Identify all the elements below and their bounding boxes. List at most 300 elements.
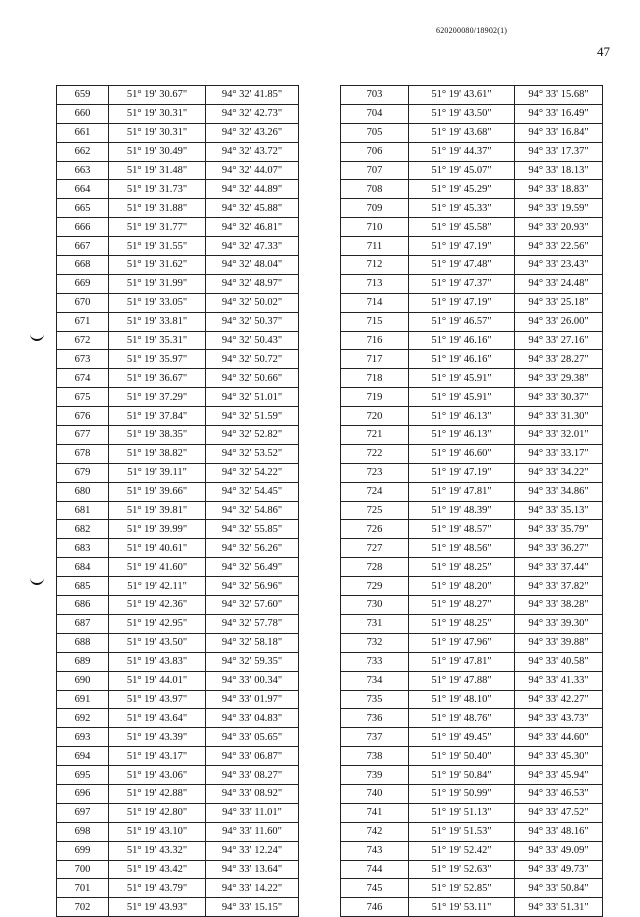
table-row <box>57 86 299 105</box>
latitude-cell: 51° 19' 42.88" <box>109 784 206 803</box>
latitude-cell: 51° 19' 31.55" <box>109 237 206 256</box>
longitude-cell: 94° 32' 55.85" <box>206 520 299 539</box>
longitude-cell: 94° 33' 49.09" <box>515 841 603 860</box>
table-row <box>57 274 299 293</box>
point-number-cell: 717 <box>341 350 409 369</box>
table-row <box>57 766 299 785</box>
table-row <box>341 501 603 520</box>
latitude-cell: 51° 19' 48.56" <box>409 539 515 558</box>
latitude-cell: 51° 19' 31.62" <box>109 256 206 275</box>
longitude-cell: 94° 32' 53.52" <box>206 444 299 463</box>
coordinates-table-left <box>56 85 299 917</box>
table-row <box>341 407 603 426</box>
table-row <box>57 898 299 917</box>
table-row <box>341 577 603 596</box>
latitude-cell: 51° 19' 48.39" <box>409 501 515 520</box>
point-number-cell: 744 <box>341 860 409 879</box>
table-row <box>341 614 603 633</box>
longitude-cell: 94° 32' 52.82" <box>206 426 299 445</box>
longitude-cell: 94° 33' 18.83" <box>515 180 603 199</box>
point-number-cell: 733 <box>341 652 409 671</box>
table-row <box>57 860 299 879</box>
longitude-cell: 94° 33' 37.82" <box>515 577 603 596</box>
table-row <box>341 520 603 539</box>
coordinates-table-right <box>340 85 603 917</box>
table-row <box>341 803 603 822</box>
longitude-cell: 94° 33' 45.94" <box>515 766 603 785</box>
point-number-cell: 689 <box>57 652 109 671</box>
table-row <box>57 388 299 407</box>
latitude-cell: 51° 19' 50.99" <box>409 784 515 803</box>
table-row <box>57 520 299 539</box>
longitude-cell: 94° 32' 50.43" <box>206 331 299 350</box>
table-row <box>57 539 299 558</box>
latitude-cell: 51° 19' 30.31" <box>109 123 206 142</box>
table-row <box>57 218 299 237</box>
longitude-cell: 94° 32' 45.88" <box>206 199 299 218</box>
point-number-cell: 665 <box>57 199 109 218</box>
latitude-cell: 51° 19' 48.57" <box>409 520 515 539</box>
point-number-cell: 701 <box>57 879 109 898</box>
table-row <box>341 784 603 803</box>
point-number-cell: 728 <box>341 558 409 577</box>
table-row <box>341 161 603 180</box>
latitude-cell: 51° 19' 30.67" <box>109 86 206 105</box>
point-number-cell: 719 <box>341 388 409 407</box>
latitude-cell: 51° 19' 31.88" <box>109 199 206 218</box>
longitude-cell: 94° 33' 39.30" <box>515 614 603 633</box>
longitude-cell: 94° 33' 06.87" <box>206 747 299 766</box>
point-number-cell: 697 <box>57 803 109 822</box>
longitude-cell: 94° 33' 44.60" <box>515 728 603 747</box>
longitude-cell: 94° 32' 54.22" <box>206 463 299 482</box>
latitude-cell: 51° 19' 47.48" <box>409 256 515 275</box>
longitude-cell: 94° 33' 24.48" <box>515 274 603 293</box>
point-number-cell: 673 <box>57 350 109 369</box>
latitude-cell: 51° 19' 39.11" <box>109 463 206 482</box>
longitude-cell: 94° 33' 05.65" <box>206 728 299 747</box>
latitude-cell: 51° 19' 42.95" <box>109 614 206 633</box>
point-number-cell: 684 <box>57 558 109 577</box>
latitude-cell: 51° 19' 43.83" <box>109 652 206 671</box>
latitude-cell: 51° 19' 48.27" <box>409 596 515 615</box>
longitude-cell: 94° 33' 11.01" <box>206 803 299 822</box>
latitude-cell: 51° 19' 48.10" <box>409 690 515 709</box>
table-row <box>57 142 299 161</box>
latitude-cell: 51° 19' 43.32" <box>109 841 206 860</box>
table-row <box>341 350 603 369</box>
table-row <box>57 671 299 690</box>
table-row <box>57 369 299 388</box>
point-number-cell: 696 <box>57 784 109 803</box>
latitude-cell: 51° 19' 42.80" <box>109 803 206 822</box>
point-number-cell: 746 <box>341 898 409 917</box>
point-number-cell: 721 <box>341 426 409 445</box>
latitude-cell: 51° 19' 47.81" <box>409 652 515 671</box>
latitude-cell: 51° 19' 53.11" <box>409 898 515 917</box>
table-row <box>57 728 299 747</box>
longitude-cell: 94° 32' 48.97" <box>206 274 299 293</box>
table-row <box>341 596 603 615</box>
latitude-cell: 51° 19' 47.19" <box>409 237 515 256</box>
latitude-cell: 51° 19' 45.91" <box>409 369 515 388</box>
longitude-cell: 94° 33' 39.88" <box>515 633 603 652</box>
point-number-cell: 683 <box>57 539 109 558</box>
longitude-cell: 94° 33' 25.18" <box>515 293 603 312</box>
point-number-cell: 666 <box>57 218 109 237</box>
point-number-cell: 660 <box>57 104 109 123</box>
longitude-cell: 94° 33' 35.13" <box>515 501 603 520</box>
longitude-cell: 94° 32' 50.02" <box>206 293 299 312</box>
table-row <box>341 426 603 445</box>
latitude-cell: 51° 19' 46.13" <box>409 426 515 445</box>
table-row <box>57 652 299 671</box>
longitude-cell: 94° 33' 42.27" <box>515 690 603 709</box>
longitude-cell: 94° 33' 32.01" <box>515 426 603 445</box>
longitude-cell: 94° 33' 15.68" <box>515 86 603 105</box>
table-row <box>341 482 603 501</box>
point-number-cell: 685 <box>57 577 109 596</box>
longitude-cell: 94° 33' 16.49" <box>515 104 603 123</box>
longitude-cell: 94° 32' 42.73" <box>206 104 299 123</box>
latitude-cell: 51° 19' 48.25" <box>409 558 515 577</box>
point-number-cell: 677 <box>57 426 109 445</box>
longitude-cell: 94° 33' 12.24" <box>206 841 299 860</box>
longitude-cell: 94° 32' 56.96" <box>206 577 299 596</box>
point-number-cell: 745 <box>341 879 409 898</box>
longitude-cell: 94° 32' 58.18" <box>206 633 299 652</box>
longitude-cell: 94° 32' 50.66" <box>206 369 299 388</box>
table-row <box>57 633 299 652</box>
table-row <box>341 331 603 350</box>
table-row <box>341 728 603 747</box>
longitude-cell: 94° 32' 57.60" <box>206 596 299 615</box>
table-row <box>341 369 603 388</box>
table-row <box>57 256 299 275</box>
latitude-cell: 51° 19' 48.25" <box>409 614 515 633</box>
point-number-cell: 698 <box>57 822 109 841</box>
table-row <box>341 841 603 860</box>
longitude-cell: 94° 33' 29.38" <box>515 369 603 388</box>
point-number-cell: 738 <box>341 747 409 766</box>
table-row <box>341 104 603 123</box>
point-number-cell: 707 <box>341 161 409 180</box>
latitude-cell: 51° 19' 37.29" <box>109 388 206 407</box>
longitude-cell: 94° 32' 47.33" <box>206 237 299 256</box>
point-number-cell: 716 <box>341 331 409 350</box>
latitude-cell: 51° 19' 43.68" <box>409 123 515 142</box>
table-row <box>341 444 603 463</box>
table-row <box>57 482 299 501</box>
latitude-cell: 51° 19' 33.05" <box>109 293 206 312</box>
table-row <box>57 199 299 218</box>
point-number-cell: 743 <box>341 841 409 860</box>
longitude-cell: 94° 33' 31.30" <box>515 407 603 426</box>
latitude-cell: 51° 19' 47.81" <box>409 482 515 501</box>
longitude-cell: 94° 33' 43.73" <box>515 709 603 728</box>
point-number-cell: 704 <box>341 104 409 123</box>
point-number-cell: 737 <box>341 728 409 747</box>
point-number-cell: 731 <box>341 614 409 633</box>
table-row <box>57 331 299 350</box>
table-row <box>57 822 299 841</box>
point-number-cell: 703 <box>341 86 409 105</box>
point-number-cell: 671 <box>57 312 109 331</box>
point-number-cell: 709 <box>341 199 409 218</box>
document-number: 620200080/18902(1) <box>436 26 508 35</box>
binding-mark-upper <box>30 329 44 341</box>
point-number-cell: 722 <box>341 444 409 463</box>
point-number-cell: 736 <box>341 709 409 728</box>
longitude-cell: 94° 33' 08.27" <box>206 766 299 785</box>
latitude-cell: 51° 19' 33.81" <box>109 312 206 331</box>
table-row <box>341 237 603 256</box>
longitude-cell: 94° 32' 48.04" <box>206 256 299 275</box>
table-row <box>57 180 299 199</box>
table-row <box>57 501 299 520</box>
table-row <box>57 293 299 312</box>
table-row <box>341 463 603 482</box>
table-row <box>341 142 603 161</box>
table-row <box>57 558 299 577</box>
longitude-cell: 94° 33' 37.44" <box>515 558 603 577</box>
point-number-cell: 688 <box>57 633 109 652</box>
table-row <box>57 444 299 463</box>
point-number-cell: 720 <box>341 407 409 426</box>
point-number-cell: 675 <box>57 388 109 407</box>
table-row <box>341 293 603 312</box>
table-row <box>341 539 603 558</box>
table-row <box>341 633 603 652</box>
longitude-cell: 94° 33' 46.53" <box>515 784 603 803</box>
latitude-cell: 51° 19' 52.85" <box>409 879 515 898</box>
latitude-cell: 51° 19' 39.81" <box>109 501 206 520</box>
longitude-cell: 94° 33' 15.15" <box>206 898 299 917</box>
point-number-cell: 706 <box>341 142 409 161</box>
longitude-cell: 94° 33' 41.33" <box>515 671 603 690</box>
point-number-cell: 679 <box>57 463 109 482</box>
point-number-cell: 680 <box>57 482 109 501</box>
latitude-cell: 51° 19' 51.13" <box>409 803 515 822</box>
table-row <box>57 614 299 633</box>
longitude-cell: 94° 33' 34.22" <box>515 463 603 482</box>
point-number-cell: 678 <box>57 444 109 463</box>
longitude-cell: 94° 33' 30.37" <box>515 388 603 407</box>
longitude-cell: 94° 33' 48.16" <box>515 822 603 841</box>
longitude-cell: 94° 33' 04.83" <box>206 709 299 728</box>
latitude-cell: 51° 19' 36.67" <box>109 369 206 388</box>
latitude-cell: 51° 19' 43.93" <box>109 898 206 917</box>
longitude-cell: 94° 32' 50.37" <box>206 312 299 331</box>
table-row <box>341 558 603 577</box>
latitude-cell: 51° 19' 49.45" <box>409 728 515 747</box>
point-number-cell: 659 <box>57 86 109 105</box>
table-row <box>341 879 603 898</box>
longitude-cell: 94° 33' 28.27" <box>515 350 603 369</box>
latitude-cell: 51° 19' 43.79" <box>109 879 206 898</box>
point-number-cell: 711 <box>341 237 409 256</box>
latitude-cell: 51° 19' 45.91" <box>409 388 515 407</box>
point-number-cell: 692 <box>57 709 109 728</box>
table-row <box>341 199 603 218</box>
latitude-cell: 51° 19' 31.48" <box>109 161 206 180</box>
latitude-cell: 51° 19' 43.61" <box>409 86 515 105</box>
table-row <box>57 709 299 728</box>
latitude-cell: 51° 19' 47.88" <box>409 671 515 690</box>
longitude-cell: 94° 33' 47.52" <box>515 803 603 822</box>
latitude-cell: 51° 19' 43.50" <box>109 633 206 652</box>
longitude-cell: 94° 33' 26.00" <box>515 312 603 331</box>
latitude-cell: 51° 19' 39.99" <box>109 520 206 539</box>
page-number: 47 <box>597 44 610 59</box>
point-number-cell: 686 <box>57 596 109 615</box>
longitude-cell: 94° 33' 01.97" <box>206 690 299 709</box>
point-number-cell: 718 <box>341 369 409 388</box>
table-row <box>341 218 603 237</box>
latitude-cell: 51° 19' 40.61" <box>109 539 206 558</box>
longitude-cell: 94° 32' 41.85" <box>206 86 299 105</box>
point-number-cell: 672 <box>57 331 109 350</box>
point-number-cell: 739 <box>341 766 409 785</box>
point-number-cell: 725 <box>341 501 409 520</box>
point-number-cell: 715 <box>341 312 409 331</box>
point-number-cell: 714 <box>341 293 409 312</box>
table-row <box>341 256 603 275</box>
longitude-cell: 94° 33' 50.84" <box>515 879 603 898</box>
table-row <box>57 784 299 803</box>
latitude-cell: 51° 19' 48.20" <box>409 577 515 596</box>
latitude-cell: 51° 19' 43.50" <box>409 104 515 123</box>
point-number-cell: 699 <box>57 841 109 860</box>
point-number-cell: 668 <box>57 256 109 275</box>
point-number-cell: 664 <box>57 180 109 199</box>
table-row <box>341 86 603 105</box>
binding-mark-lower <box>30 573 44 585</box>
table-row <box>341 274 603 293</box>
table-row <box>57 690 299 709</box>
longitude-cell: 94° 33' 11.60" <box>206 822 299 841</box>
point-number-cell: 726 <box>341 520 409 539</box>
table-row <box>341 388 603 407</box>
longitude-cell: 94° 32' 43.26" <box>206 123 299 142</box>
point-number-cell: 724 <box>341 482 409 501</box>
table-row <box>57 237 299 256</box>
longitude-cell: 94° 33' 23.43" <box>515 256 603 275</box>
latitude-cell: 51° 19' 46.57" <box>409 312 515 331</box>
longitude-cell: 94° 33' 51.31" <box>515 898 603 917</box>
latitude-cell: 51° 19' 50.40" <box>409 747 515 766</box>
table-row <box>57 312 299 331</box>
latitude-cell: 51° 19' 48.76" <box>409 709 515 728</box>
point-number-cell: 676 <box>57 407 109 426</box>
table-row <box>57 463 299 482</box>
latitude-cell: 51° 19' 52.42" <box>409 841 515 860</box>
longitude-cell: 94° 32' 59.35" <box>206 652 299 671</box>
latitude-cell: 51° 19' 31.73" <box>109 180 206 199</box>
point-number-cell: 693 <box>57 728 109 747</box>
point-number-cell: 734 <box>341 671 409 690</box>
point-number-cell: 687 <box>57 614 109 633</box>
point-number-cell: 705 <box>341 123 409 142</box>
latitude-cell: 51° 19' 43.97" <box>109 690 206 709</box>
table-row <box>57 577 299 596</box>
longitude-cell: 94° 32' 56.26" <box>206 539 299 558</box>
longitude-cell: 94° 32' 43.72" <box>206 142 299 161</box>
longitude-cell: 94° 33' 22.56" <box>515 237 603 256</box>
latitude-cell: 51° 19' 45.58" <box>409 218 515 237</box>
longitude-cell: 94° 32' 54.86" <box>206 501 299 520</box>
latitude-cell: 51° 19' 38.82" <box>109 444 206 463</box>
point-number-cell: 742 <box>341 822 409 841</box>
latitude-cell: 51° 19' 41.60" <box>109 558 206 577</box>
latitude-cell: 51° 19' 44.37" <box>409 142 515 161</box>
longitude-cell: 94° 32' 50.72" <box>206 350 299 369</box>
latitude-cell: 51° 19' 30.31" <box>109 104 206 123</box>
longitude-cell: 94° 33' 33.17" <box>515 444 603 463</box>
latitude-cell: 51° 19' 37.84" <box>109 407 206 426</box>
point-number-cell: 691 <box>57 690 109 709</box>
latitude-cell: 51° 19' 35.97" <box>109 350 206 369</box>
point-number-cell: 708 <box>341 180 409 199</box>
latitude-cell: 51° 19' 31.77" <box>109 218 206 237</box>
table-row <box>57 426 299 445</box>
latitude-cell: 51° 19' 46.60" <box>409 444 515 463</box>
table-row <box>57 104 299 123</box>
latitude-cell: 51° 19' 47.37" <box>409 274 515 293</box>
point-number-cell: 669 <box>57 274 109 293</box>
latitude-cell: 51° 19' 38.35" <box>109 426 206 445</box>
longitude-cell: 94° 32' 46.81" <box>206 218 299 237</box>
latitude-cell: 51° 19' 43.10" <box>109 822 206 841</box>
latitude-cell: 51° 19' 47.19" <box>409 463 515 482</box>
table-row <box>341 180 603 199</box>
point-number-cell: 700 <box>57 860 109 879</box>
longitude-cell: 94° 33' 00.34" <box>206 671 299 690</box>
latitude-cell: 51° 19' 52.63" <box>409 860 515 879</box>
latitude-cell: 51° 19' 47.19" <box>409 293 515 312</box>
table-row <box>341 709 603 728</box>
latitude-cell: 51° 19' 43.17" <box>109 747 206 766</box>
latitude-cell: 51° 19' 46.16" <box>409 350 515 369</box>
longitude-cell: 94° 33' 17.37" <box>515 142 603 161</box>
latitude-cell: 51° 19' 43.39" <box>109 728 206 747</box>
latitude-cell: 51° 19' 30.49" <box>109 142 206 161</box>
longitude-cell: 94° 33' 20.93" <box>515 218 603 237</box>
table-row <box>341 747 603 766</box>
longitude-cell: 94° 33' 19.59" <box>515 199 603 218</box>
longitude-cell: 94° 33' 13.64" <box>206 860 299 879</box>
point-number-cell: 695 <box>57 766 109 785</box>
point-number-cell: 735 <box>341 690 409 709</box>
latitude-cell: 51° 19' 35.31" <box>109 331 206 350</box>
point-number-cell: 663 <box>57 161 109 180</box>
longitude-cell: 94° 33' 16.84" <box>515 123 603 142</box>
point-number-cell: 681 <box>57 501 109 520</box>
table-row <box>57 596 299 615</box>
longitude-cell: 94° 33' 35.79" <box>515 520 603 539</box>
point-number-cell: 682 <box>57 520 109 539</box>
longitude-cell: 94° 32' 57.78" <box>206 614 299 633</box>
point-number-cell: 667 <box>57 237 109 256</box>
longitude-cell: 94° 33' 14.22" <box>206 879 299 898</box>
point-number-cell: 710 <box>341 218 409 237</box>
latitude-cell: 51° 19' 50.84" <box>409 766 515 785</box>
point-number-cell: 690 <box>57 671 109 690</box>
table-row <box>341 860 603 879</box>
latitude-cell: 51° 19' 51.53" <box>409 822 515 841</box>
table-row <box>57 747 299 766</box>
table-row <box>57 407 299 426</box>
